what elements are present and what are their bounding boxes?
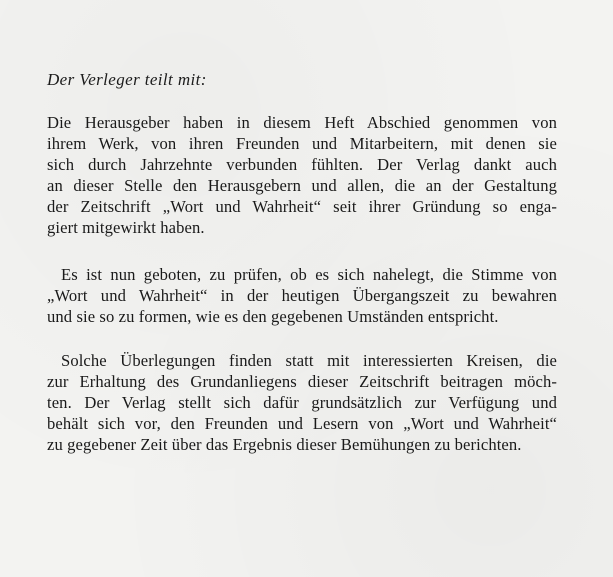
text-line: und sie so zu formen, wie es den gegebenen Umständen entspricht.: [47, 307, 499, 326]
text-line: Die Herausgeber haben in diesem Heft Abschied genommen von: [47, 113, 557, 132]
notice-heading: Der Verleger teilt mit:: [47, 70, 207, 89]
text-line: der Zeitschrift „Wort und Wahrheit“ seit ihrer Gründung so enga-: [47, 197, 557, 216]
text-line: ten. Der Verlag stellt sich dafür grundsätzlich zur Verfügung und: [47, 393, 557, 412]
text-line: „Wort und Wahrheit“ in der heutigen Übergangszeit zu bewahren: [47, 286, 557, 305]
text-line: sich durch Jahrzehnte verbunden fühlten. Der Verlag dankt auch: [47, 155, 557, 174]
text-line: Solche Überlegungen finden statt mit interessierten Kreisen, die: [61, 351, 557, 370]
paragraph-examination: [47, 264, 557, 327]
text-line: zu gegebener Zeit über das Ergebnis dieser Bemühungen zu berichten.: [47, 435, 522, 454]
text-line: an dieser Stelle den Herausgebern und allen, die an der Gestaltung: [47, 176, 557, 195]
text-line: ihrem Werk, von ihren Freunden und Mitarbeitern, mit denen sie: [47, 134, 557, 153]
text-line: behält sich vor, den Freunden und Lesern von „Wort und Wahrheit“: [47, 414, 557, 433]
text-line: Es ist nun geboten, zu prüfen, ob es sich nahelegt, die Stimme von: [61, 265, 557, 284]
paragraph-farewell: [47, 112, 557, 238]
text-line: giert mitgewirkt haben.: [47, 218, 205, 237]
text-line: zur Erhaltung des Grundanliegens dieser Zeitschrift beitragen möch-: [47, 372, 557, 391]
paragraph-considerations: [47, 350, 557, 455]
